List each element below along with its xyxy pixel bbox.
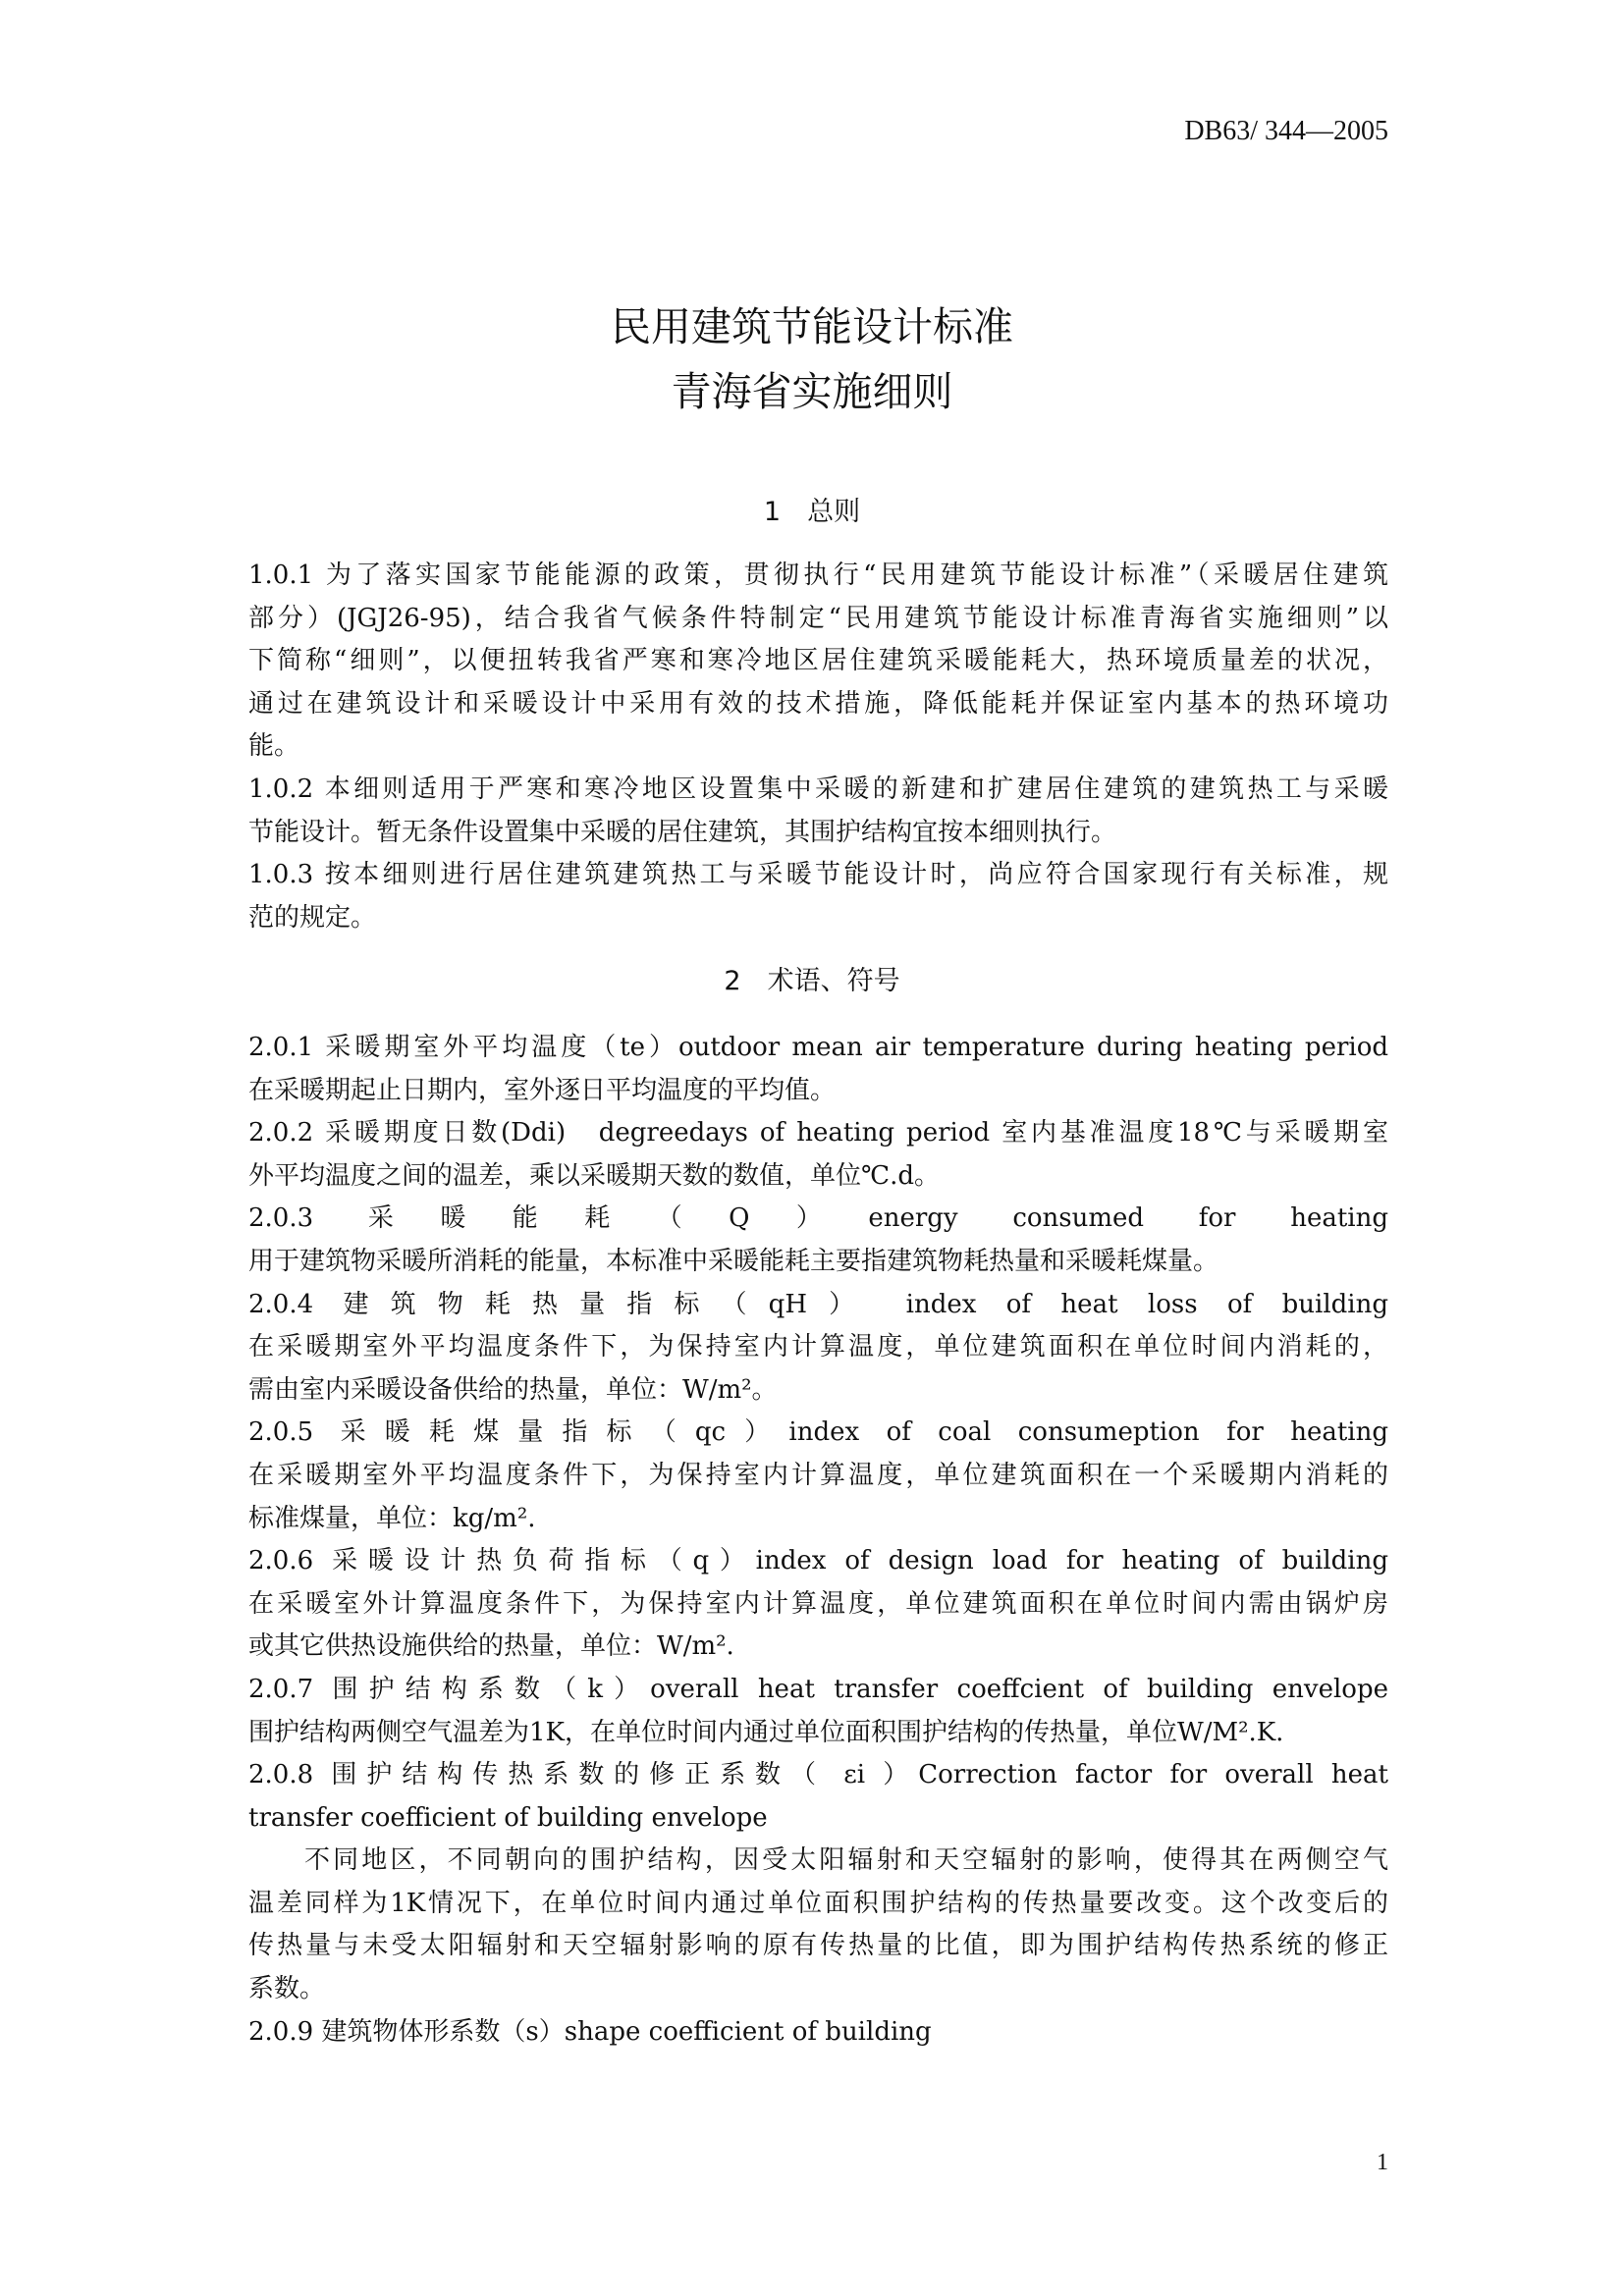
paragraph	[248, 555, 1388, 769]
section-heading-2: 2 术语、符号	[724, 966, 900, 996]
text-line: 范的规定。	[248, 902, 377, 933]
text-line: 2.0.8 围护结构传热系数的修正系数（ εi ）Correction factor for overall heat	[248, 1760, 1388, 1790]
text-line: 围护结构两侧空气温差为1K，在单位时间内通过单位面积围护结构的传热量，单位W/M².K.	[248, 1717, 1284, 1747]
text-line: 在采暖室外计算温度条件下，为保持室内计算温度，单位建筑面积在单位时间内需由锅炉房	[248, 1588, 1388, 1619]
text-line: 节能设计。暂无条件设置集中采暖的居住建筑，其围护结构宜按本细则执行。	[248, 817, 1117, 847]
text-line: 2.0.1 采暖期室外平均温度（te）outdoor mean air temperature during heating period	[248, 1033, 1388, 1062]
paragraph	[248, 769, 1388, 854]
text-line: 或其它供热设施供给的热量，单位：W/m².	[248, 1631, 734, 1662]
text-line: 用于建筑物采暖所消耗的能量，本标准中采暖能耗主要指建筑物耗热量和采暖耗煤量。	[248, 1246, 1219, 1276]
text-line: 2.0.3 采暖能耗（Q）energy consumed for heating	[248, 1203, 1388, 1234]
text-line: 2.0.7 围护结构系数（k）overall heat transfer coeffcient of building envelope	[248, 1674, 1388, 1704]
text-line: 外平均温度之间的温差，乘以采暖期天数的数值，单位℃.d。	[248, 1160, 940, 1191]
paragraph	[248, 1754, 1388, 1840]
document-title-line-2: 青海省实施细则	[671, 368, 953, 415]
text-line: 传热量与未受太阳辐射和天空辐射影响的原有传热量的比值，即为围护结构传热系统的修正	[248, 1931, 1388, 1961]
document-title-line-1: 民用建筑节能设计标准	[611, 303, 1013, 350]
paragraph	[248, 1669, 1388, 1754]
text-line: 通过在建筑设计和采暖设计中采用有效的技术措施，降低能耗并保证室内基本的热环境功	[248, 688, 1388, 719]
text-line: 部分）(JGJ26-95)，结合我省气候条件特制定“民用建筑节能设计标准青海省实施细则”以	[248, 603, 1388, 633]
paragraph	[248, 854, 1388, 939]
text-line: 2.0.6 采暖设计热负荷指标（q）index of design load for heating of building	[248, 1546, 1388, 1576]
paragraph	[248, 1112, 1388, 1198]
text-line: 在采暖期起止日期内，室外逐日平均温度的平均值。	[248, 1075, 837, 1105]
text-line: 不同地区，不同朝向的围护结构，因受太阳辐射和天空辐射的影响，使得其在两侧空气	[304, 1845, 1388, 1876]
paragraph	[248, 1840, 1388, 2010]
paragraph	[248, 1412, 1388, 1540]
paragraph	[248, 1284, 1388, 1413]
text-line: 2.0.2 采暖期度日数(Ddi) degreedays of heating period 室内基准温度18℃与采暖期室	[248, 1118, 1388, 1148]
text-line: 2.0.9 建筑物体形系数（s）shape coefficient of building	[248, 2016, 932, 2047]
text-line: 标准煤量，单位：kg/m².	[248, 1503, 536, 1533]
paragraph	[248, 1540, 1388, 1669]
text-line: 1.0.3 按本细则进行居住建筑建筑热工与采暖节能设计时，尚应符合国家现行有关标准，规	[248, 860, 1388, 890]
paragraph	[248, 1027, 1388, 1112]
text-line: 能。	[248, 731, 300, 762]
section-body-2	[248, 1027, 1388, 2054]
paragraph	[248, 1198, 1388, 1283]
text-line: 温差同样为1K情况下，在单位时间内通过单位面积围护结构的传热量要改变。这个改变后的	[248, 1888, 1388, 1918]
paragraph	[248, 2011, 1388, 2055]
text-line: 2.0.5 采暖耗煤量指标（qc）index of coal consumeption for heating	[248, 1417, 1388, 1448]
document-code: DB63/ 344—2005	[1184, 116, 1388, 146]
page-number: 1	[1377, 2150, 1388, 2175]
text-line: 下简称“细则”，以便扭转我省严寒和寒冷地区居住建筑采暖能耗大，热环境质量差的状况，	[248, 646, 1388, 676]
text-line: transfer coefficient of building envelope	[248, 1802, 768, 1833]
text-line: 1.0.2 本细则适用于严寒和寒冷地区设置集中采暖的新建和扩建居住建筑的建筑热工与采暖	[248, 774, 1388, 804]
text-line: 需由室内采暖设备供给的热量，单位：W/m²。	[248, 1374, 778, 1405]
section-heading-1: 1 总则	[763, 497, 861, 527]
section-body-1	[248, 555, 1388, 939]
text-line: 系数。	[248, 1974, 326, 2004]
text-line: 在采暖期室外平均温度条件下，为保持室内计算温度，单位建筑面积在单位时间内消耗的，	[248, 1332, 1388, 1362]
text-line: 在采暖期室外平均温度条件下，为保持室内计算温度，单位建筑面积在一个采暖期内消耗的	[248, 1460, 1388, 1490]
text-line: 2.0.4 建筑物耗热量指标（qH） index of heat loss of building	[248, 1289, 1388, 1319]
text-line: 1.0.1 为了落实国家节能能源的政策，贯彻执行“民用建筑节能设计标准”（采暖居住建筑	[248, 561, 1388, 590]
